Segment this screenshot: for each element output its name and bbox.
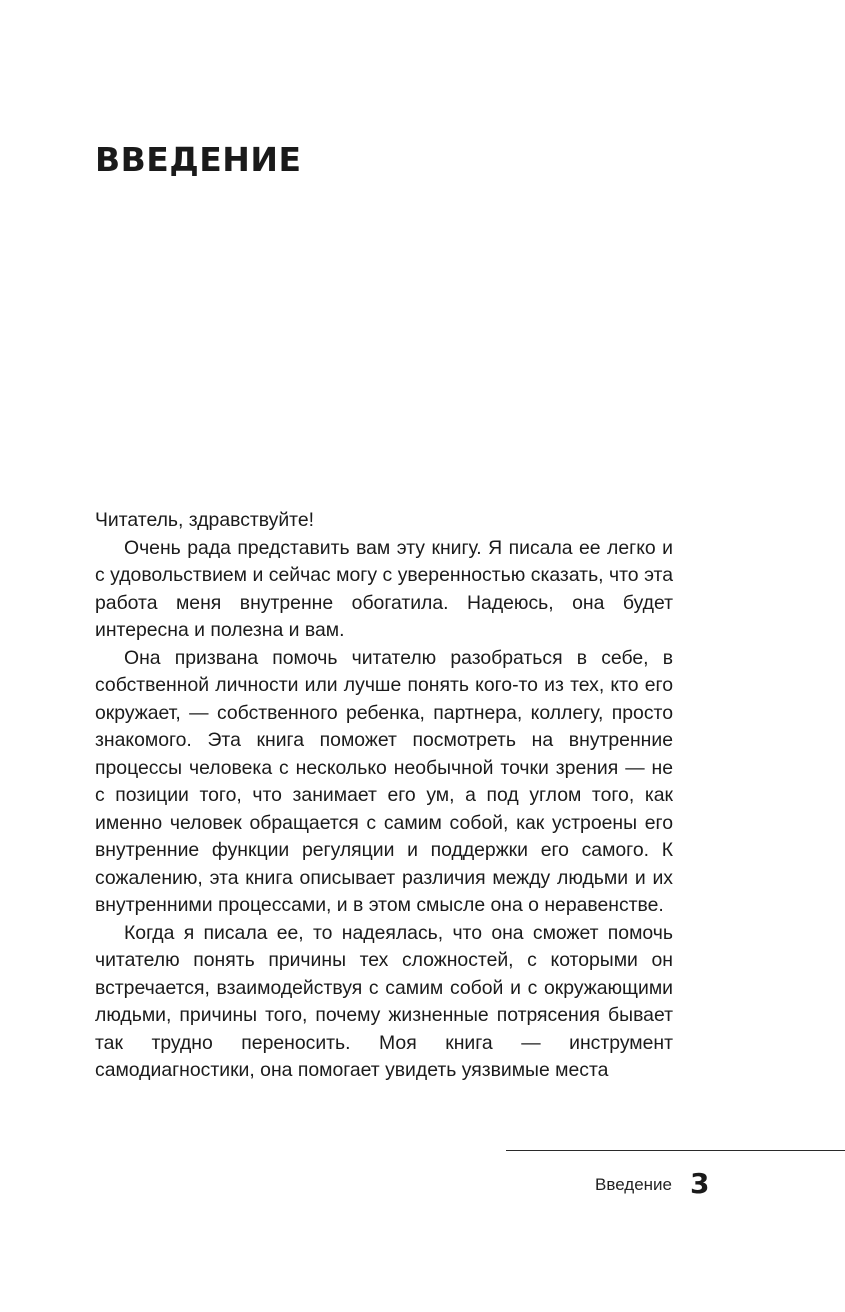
running-title: Введение bbox=[595, 1175, 672, 1194]
page-number: 3 bbox=[690, 1167, 710, 1200]
body-paragraph: Она призвана помочь читателю разобраться в себе, в собственной личности или лучше понять кого-то из тех, кто его окружает, — собственного ребенка, партнера, коллегу, просто знакомого. Эта книга поможет посмотреть на внутренние процессы человека с несколько необычной точки зрения — не с позиции того, что занимает его ум, а под углом того, как именно человек обращается с самим собой, как устроены его внутренние функции регуляции и поддержки его самого. К сожалению, эта книга описывает различия между людьми и их внутренними процессами, и в этом смысле она о неравенстве. bbox=[95, 646, 673, 916]
footer-rule bbox=[506, 1150, 845, 1151]
body-paragraph: Очень рада представить вам эту книгу. Я писала ее легко и с удовольствием и сейчас могу с уверенностью сказать, что эта работа меня внутренне обогатила. Надеюсь, она будет интересна и полезна и вам. bbox=[95, 536, 673, 641]
body-paragraph: Когда я писала ее, то надеялась, что она сможет помочь читателю понять причины тех сложностей, с которыми он встречается, взаимодействуя с самим собой и с окружающими людьми, причины того, почему жизненные потрясения бывает так трудно переносить. Моя книга — инструмент самодиагностики, она помогает увидеть уязвимые места bbox=[95, 921, 673, 1081]
chapter-title: ВВЕДЕНИЕ bbox=[95, 140, 302, 179]
body-text bbox=[95, 507, 673, 1085]
greeting-paragraph: Читатель, здравствуйте! bbox=[95, 509, 315, 531]
